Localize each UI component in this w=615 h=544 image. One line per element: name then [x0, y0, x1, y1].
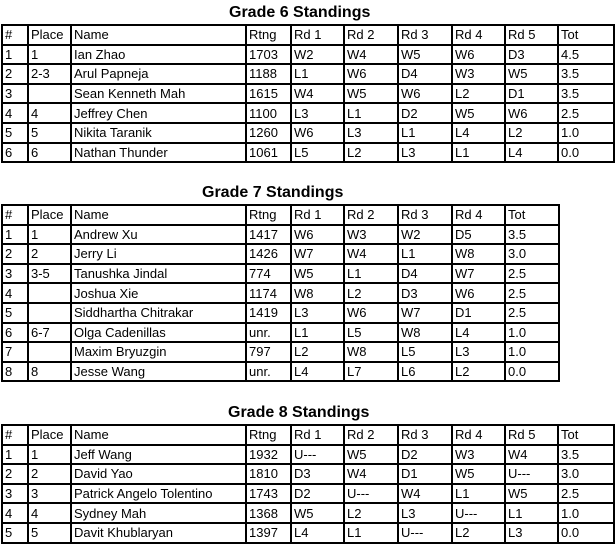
table-cell: 1.0	[505, 342, 559, 362]
table-cell: L4	[505, 143, 558, 163]
table-cell: W5	[452, 103, 505, 123]
table-header-row	[2, 425, 614, 445]
table-cell: 1.0	[558, 123, 614, 143]
table-cell: 1.0	[558, 503, 614, 523]
table-cell: W5	[291, 503, 344, 523]
column-header: Rtng	[246, 205, 291, 225]
table-cell: U---	[452, 503, 505, 523]
column-header: Rd 2	[344, 425, 398, 445]
table-cell: D1	[505, 84, 558, 104]
table-cell: Andrew Xu	[71, 225, 246, 245]
table-cell: 2.5	[505, 303, 559, 323]
table-cell: 2.5	[558, 484, 614, 504]
table-cell: 1932	[246, 445, 291, 465]
table-cell: 1260	[246, 123, 291, 143]
table-cell: 2	[28, 464, 71, 484]
table-cell: David Yao	[71, 464, 246, 484]
table-cell: 1061	[246, 143, 291, 163]
table-cell: D3	[291, 464, 344, 484]
table-cell: W3	[452, 445, 505, 465]
table-cell: 1417	[246, 225, 291, 245]
table-cell: D2	[291, 484, 344, 504]
table-cell: 5	[28, 523, 71, 543]
table-cell: L1	[398, 244, 452, 264]
table-row	[2, 283, 559, 303]
table-cell: W8	[452, 244, 505, 264]
table-cell: U---	[344, 484, 398, 504]
table-cell: U---	[505, 464, 558, 484]
table-cell: D2	[398, 445, 452, 465]
table-cell: 1810	[246, 464, 291, 484]
table-cell: 2	[2, 464, 28, 484]
table-cell: L2	[291, 342, 344, 362]
table-cell: 1	[2, 225, 28, 245]
table-cell: 1	[28, 45, 71, 65]
table-cell: W6	[398, 84, 452, 104]
table-cell: U---	[291, 445, 344, 465]
table-cell: W4	[344, 45, 398, 65]
column-header: Place	[28, 25, 71, 45]
column-header: Rd 4	[452, 25, 505, 45]
table-cell: Patrick Angelo Tolentino	[71, 484, 246, 504]
column-header: Rd 1	[291, 25, 344, 45]
table-cell: D1	[452, 303, 505, 323]
table-cell: 3.5	[558, 64, 614, 84]
column-header: Name	[71, 25, 246, 45]
table-cell: 6	[2, 323, 28, 343]
column-header: Name	[71, 205, 246, 225]
table-cell: W6	[452, 45, 505, 65]
column-header: Place	[28, 425, 71, 445]
table-cell: L1	[344, 103, 398, 123]
table-row	[2, 342, 559, 362]
table-cell: 3.0	[505, 244, 559, 264]
table-row	[2, 484, 614, 504]
table-cell: L5	[291, 143, 344, 163]
table-cell: Siddhartha Chitrakar	[71, 303, 246, 323]
table-cell: D3	[505, 45, 558, 65]
table-cell: 5	[2, 303, 28, 323]
table-cell: Joshua Xie	[71, 283, 246, 303]
table-cell: 1174	[246, 283, 291, 303]
table-cell: L7	[344, 362, 398, 382]
table-cell	[28, 303, 71, 323]
table-cell: 5	[2, 123, 28, 143]
table-cell: D1	[398, 464, 452, 484]
table-cell: W5	[291, 264, 344, 284]
table-cell: Arul Papneja	[71, 64, 246, 84]
table-cell: 3	[28, 484, 71, 504]
table-cell: W4	[505, 445, 558, 465]
table-cell: L1	[452, 484, 505, 504]
table-cell: U---	[398, 523, 452, 543]
table-row	[2, 244, 559, 264]
table-cell: W4	[291, 84, 344, 104]
column-header: Rd 5	[505, 425, 558, 445]
table-row	[2, 464, 614, 484]
column-header: #	[2, 205, 28, 225]
table-cell: 3-5	[28, 264, 71, 284]
table-cell: 0.0	[558, 523, 614, 543]
table-cell: Ian Zhao	[71, 45, 246, 65]
table-cell: 6	[28, 143, 71, 163]
table-row	[2, 123, 614, 143]
table-cell: 2.5	[505, 264, 559, 284]
table-cell: L3	[291, 103, 344, 123]
table-cell: 1188	[246, 64, 291, 84]
table-cell: W8	[291, 283, 344, 303]
column-header: Name	[71, 425, 246, 445]
table-cell: Jeff Wang	[71, 445, 246, 465]
table-cell: W5	[505, 64, 558, 84]
table-row	[2, 503, 614, 523]
table-cell: W5	[398, 45, 452, 65]
table-cell: 7	[2, 342, 28, 362]
table-cell: 3.5	[505, 225, 559, 245]
table-cell: 1743	[246, 484, 291, 504]
table-row	[2, 64, 614, 84]
table-cell: 0.0	[558, 143, 614, 163]
table-row	[2, 225, 559, 245]
grade6-standings-table	[1, 24, 615, 163]
table-cell: Sean Kenneth Mah	[71, 84, 246, 104]
column-header: #	[2, 25, 28, 45]
table-cell: L2	[344, 143, 398, 163]
table-cell: L1	[505, 503, 558, 523]
table-cell: 4	[2, 283, 28, 303]
table-cell: L1	[344, 264, 398, 284]
table-cell: 4	[28, 103, 71, 123]
table-cell: 2	[2, 64, 28, 84]
table-cell: 2.5	[558, 103, 614, 123]
table-cell: Jerry Li	[71, 244, 246, 264]
table-cell: W2	[291, 45, 344, 65]
table-cell: W5	[452, 464, 505, 484]
table-cell: 1100	[246, 103, 291, 123]
table-cell: L4	[291, 523, 344, 543]
table-cell: 1615	[246, 84, 291, 104]
table-cell: 6	[2, 143, 28, 163]
column-header: Rd 4	[452, 425, 505, 445]
table-cell: W7	[291, 244, 344, 264]
table-cell: 3	[2, 264, 28, 284]
table-cell: L2	[344, 503, 398, 523]
table-cell: 2	[28, 244, 71, 264]
table-header-row	[2, 205, 559, 225]
table-cell: L5	[398, 342, 452, 362]
column-header: Rd 2	[344, 25, 398, 45]
table-cell: L2	[452, 362, 505, 382]
table-cell: 8	[28, 362, 71, 382]
table-cell: 797	[246, 342, 291, 362]
table-cell: Sydney Mah	[71, 503, 246, 523]
table-cell: 4.5	[558, 45, 614, 65]
table-cell: L6	[398, 362, 452, 382]
table-cell: 2.5	[505, 283, 559, 303]
table-cell: L4	[452, 323, 505, 343]
table-row	[2, 362, 559, 382]
table-cell: L1	[398, 123, 452, 143]
column-header: Rd 5	[505, 25, 558, 45]
table-cell: L3	[398, 503, 452, 523]
table-cell: 3	[2, 484, 28, 504]
table-cell: 1397	[246, 523, 291, 543]
table-cell: Jesse Wang	[71, 362, 246, 382]
table-cell	[28, 342, 71, 362]
table-cell: 1419	[246, 303, 291, 323]
table-cell: 1	[28, 225, 71, 245]
table-cell: D4	[398, 264, 452, 284]
table-row	[2, 523, 614, 543]
column-header: Rd 2	[344, 205, 398, 225]
table-cell: W6	[291, 225, 344, 245]
grade7-standings-table	[1, 204, 560, 382]
table-cell: L2	[344, 283, 398, 303]
table-cell: 3.5	[558, 84, 614, 104]
table-cell: D3	[398, 283, 452, 303]
table-cell: Davit Khublaryan	[71, 523, 246, 543]
table-cell: 4	[28, 503, 71, 523]
column-header: Tot	[558, 25, 614, 45]
table-cell: W8	[398, 323, 452, 343]
table-cell: Nathan Thunder	[71, 143, 246, 163]
table-cell: L4	[452, 123, 505, 143]
table-cell: 2-3	[28, 64, 71, 84]
table-cell: 3.5	[558, 445, 614, 465]
table-cell: W7	[398, 303, 452, 323]
table-cell: W6	[344, 64, 398, 84]
table-row	[2, 45, 614, 65]
table-cell: W5	[505, 484, 558, 504]
grade6-title: Grade 6 Standings	[229, 4, 371, 21]
column-header: Rd 3	[398, 25, 452, 45]
table-cell: 1	[2, 445, 28, 465]
table-row	[2, 143, 614, 163]
table-cell: W6	[452, 283, 505, 303]
table-cell: L1	[291, 323, 344, 343]
table-cell: L3	[452, 342, 505, 362]
table-cell: 1368	[246, 503, 291, 523]
table-cell: W6	[344, 303, 398, 323]
table-cell: L1	[291, 64, 344, 84]
table-cell: W7	[452, 264, 505, 284]
table-cell: Tanushka Jindal	[71, 264, 246, 284]
table-cell: W4	[344, 464, 398, 484]
table-cell: W3	[344, 225, 398, 245]
table-cell: W5	[344, 445, 398, 465]
table-cell: L3	[505, 523, 558, 543]
table-cell: 1703	[246, 45, 291, 65]
grade8-title: Grade 8 Standings	[228, 404, 370, 421]
table-cell: W8	[344, 342, 398, 362]
column-header: Rd 1	[291, 425, 344, 445]
table-cell: 1.0	[505, 323, 559, 343]
table-row	[2, 84, 614, 104]
column-header: #	[2, 425, 28, 445]
grade7-title: Grade 7 Standings	[202, 184, 344, 201]
table-cell: 5	[28, 123, 71, 143]
table-cell: 4	[2, 103, 28, 123]
table-cell: unr.	[246, 362, 291, 382]
table-cell: Jeffrey Chen	[71, 103, 246, 123]
table-cell: unr.	[246, 323, 291, 343]
table-cell: W4	[398, 484, 452, 504]
table-cell: W5	[344, 84, 398, 104]
column-header: Rd 3	[398, 425, 452, 445]
table-cell: Olga Cadenillas	[71, 323, 246, 343]
column-header: Rd 1	[291, 205, 344, 225]
column-header: Rtng	[246, 25, 291, 45]
column-header: Rd 3	[398, 205, 452, 225]
table-cell: 1	[28, 445, 71, 465]
table-cell: W3	[452, 64, 505, 84]
table-cell: L2	[452, 84, 505, 104]
column-header: Rtng	[246, 425, 291, 445]
table-cell: 3.0	[558, 464, 614, 484]
table-header-row	[2, 25, 614, 45]
table-cell: W2	[398, 225, 452, 245]
grade8-standings-table	[1, 424, 615, 544]
table-cell: L1	[452, 143, 505, 163]
table-row	[2, 264, 559, 284]
table-cell: L2	[505, 123, 558, 143]
table-row	[2, 445, 614, 465]
column-header: Tot	[558, 425, 614, 445]
table-cell	[28, 84, 71, 104]
column-header: Tot	[505, 205, 559, 225]
column-header: Rd 4	[452, 205, 505, 225]
table-cell: 4	[2, 503, 28, 523]
table-cell: 8	[2, 362, 28, 382]
table-cell: 3	[2, 84, 28, 104]
table-cell: D5	[452, 225, 505, 245]
table-cell: 774	[246, 264, 291, 284]
table-cell: 6-7	[28, 323, 71, 343]
table-cell: Maxim Bryuzgin	[71, 342, 246, 362]
table-cell	[28, 283, 71, 303]
table-cell: 5	[2, 523, 28, 543]
table-row	[2, 303, 559, 323]
table-cell: L3	[344, 123, 398, 143]
table-cell: 2	[2, 244, 28, 264]
table-cell: L1	[344, 523, 398, 543]
table-cell: L3	[398, 143, 452, 163]
table-cell: L4	[291, 362, 344, 382]
table-cell: W6	[505, 103, 558, 123]
table-row	[2, 103, 614, 123]
table-cell: 1	[2, 45, 28, 65]
table-cell: 0.0	[505, 362, 559, 382]
table-cell: D4	[398, 64, 452, 84]
table-cell: W6	[291, 123, 344, 143]
table-cell: W4	[344, 244, 398, 264]
table-cell: L2	[452, 523, 505, 543]
table-cell: D2	[398, 103, 452, 123]
table-cell: L5	[344, 323, 398, 343]
table-cell: Nikita Taranik	[71, 123, 246, 143]
table-row	[2, 323, 559, 343]
column-header: Place	[28, 205, 71, 225]
table-cell: 1426	[246, 244, 291, 264]
table-cell: L3	[291, 303, 344, 323]
